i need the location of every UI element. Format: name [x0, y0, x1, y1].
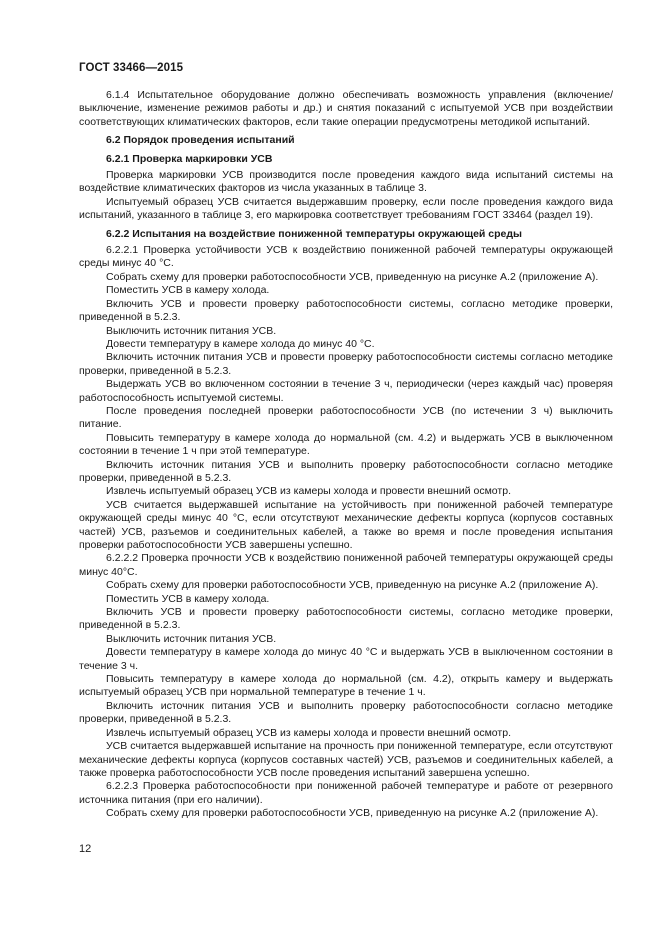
- paragraph: Проверка маркировки УСВ производится после проведения каждого вида испытаний системы на воздействие климатических факторов из числа указанных в таблице 3.: [79, 169, 613, 195]
- paragraph: Извлечь испытуемый образец УСВ из камеры холода и провести внешний осмотр.: [106, 726, 511, 739]
- paragraph: Выключить источник питания УСВ.: [106, 632, 277, 645]
- page-number: 12: [79, 843, 92, 855]
- paragraph: УСВ считается выдержавшей испытание на прочность при пониженной температуре, если отсутствуют механические дефекты корпуса (корпусов составных частей) УСВ, разъемов и соединительных кабелей, а также проверка работоспособности УСВ после проведения испытаний завершена успешно.: [79, 740, 613, 779]
- section-heading: 6.2.2 Испытания на воздействие пониженной температуры окружающей среды: [106, 227, 523, 240]
- paragraph: Повысить температуру в камере холода до нормальной (см. 4.2) и выдержать УСВ в выключенном состоянии в течение 1 ч при этой температуре.: [79, 431, 613, 458]
- paragraph: Выключить источник питания УСВ.: [106, 324, 277, 337]
- paragraph: 6.2.2.3 Проверка работоспособности при пониженной рабочей температуре и работе от резервного источника питания (при его наличии).: [79, 780, 613, 806]
- paragraph: Довести температуру в камере холода до минус 40 °С и выдержать УСВ в выключенном состоянии в течение 3 ч.: [79, 646, 613, 672]
- document-body: [79, 89, 613, 821]
- paragraph: Извлечь испытуемый образец УСВ из камеры холода и провести внешний осмотр.: [106, 485, 511, 498]
- paragraph: Повысить температуру в камере холода до нормальной (см. 4.2), открыть камеру и выдержать испытуемый образец УСВ при нормальной температуре в течение 1 ч.: [79, 673, 613, 699]
- paragraph: Довести температуру в камере холода до минус 40 °С.: [106, 337, 375, 350]
- paragraph: Включить источник питания УСВ и выполнить проверку работоспособности согласно методике проверки, приведенной в 5.2.3.: [79, 458, 613, 484]
- paragraph: Поместить УСВ в камеру холода.: [106, 284, 270, 297]
- paragraph: 6.1.4 Испытательное оборудование должно обеспечивать возможность управления (включение/выключение, изменение режимов работы и др.) и снятия показаний с испытуемой УСВ при воздействии соответствующих климатических факторов, если такие операции предусмотрены методикой испытаний.: [79, 89, 613, 128]
- section-heading: 6.2.1 Проверка маркировки УСВ: [106, 152, 273, 165]
- paragraph: УСВ считается выдержавшей испытание на устойчивость при пониженной рабочей температуре окружающей среды минус 40 °С, если отсутствуют механические дефекты корпуса (корпусов составных частей) УСВ, разъемов и соединительных кабелей, а также во время и после проведения испытания проверки работоспособности УСВ завершены успешно.: [79, 498, 613, 551]
- paragraph: После проведения последней проверки работоспособности УСВ (по истечении 3 ч) выключить питание.: [79, 404, 613, 431]
- section-heading: 6.2 Порядок проведения испытаний: [106, 134, 295, 147]
- paragraph: Испытуемый образец УСВ считается выдержавшим проверку, если после проведения каждого вида испытаний, указанного в таблице 3, его маркировка соответствует требованиям ГОСТ 33464 (раздел 19).: [79, 195, 613, 222]
- paragraph: Поместить УСВ в камеру холода.: [106, 592, 270, 605]
- document-header: ГОСТ 33466—2015: [79, 62, 184, 74]
- paragraph: Собрать схему для проверки работоспособности УСВ, приведенную на рисунке А.2 (приложение А).: [106, 807, 599, 820]
- paragraph: 6.2.2.1 Проверка устойчивости УСВ к воздействию пониженной рабочей температуры окружающей среды минус 40 °С.: [79, 244, 613, 270]
- paragraph: Собрать схему для проверки работоспособности УСВ, приведенную на рисунке А.2 (приложение А).: [106, 579, 599, 592]
- paragraph: 6.2.2.2 Проверка прочности УСВ к воздействию пониженной рабочей температуры окружающей среды минус 40°С.: [79, 552, 613, 578]
- paragraph: Включить УСВ и провести проверку работоспособности системы, согласно методике проверки, приведенной в 5.2.3.: [79, 297, 613, 324]
- paragraph: Включить УСВ и провести проверку работоспособности системы, согласно методике проверки, приведенной в 5.2.3.: [79, 606, 613, 632]
- paragraph: Включить источник питания УСВ и выполнить проверку работоспособности согласно методике проверки, приведенной в 5.2.3.: [79, 699, 613, 726]
- paragraph: Включить источник питания УСВ и провести проверку работоспособности системы согласно методике проверки, приведенной в 5.2.3.: [79, 351, 613, 377]
- paragraph: Выдержать УСВ во включенном состоянии в течение 3 ч, периодически (через каждый час) проверяя работоспособность испытуемой системы.: [79, 378, 613, 404]
- paragraph: Собрать схему для проверки работоспособности УСВ, приведенную на рисунке А.2 (приложение А).: [106, 270, 599, 283]
